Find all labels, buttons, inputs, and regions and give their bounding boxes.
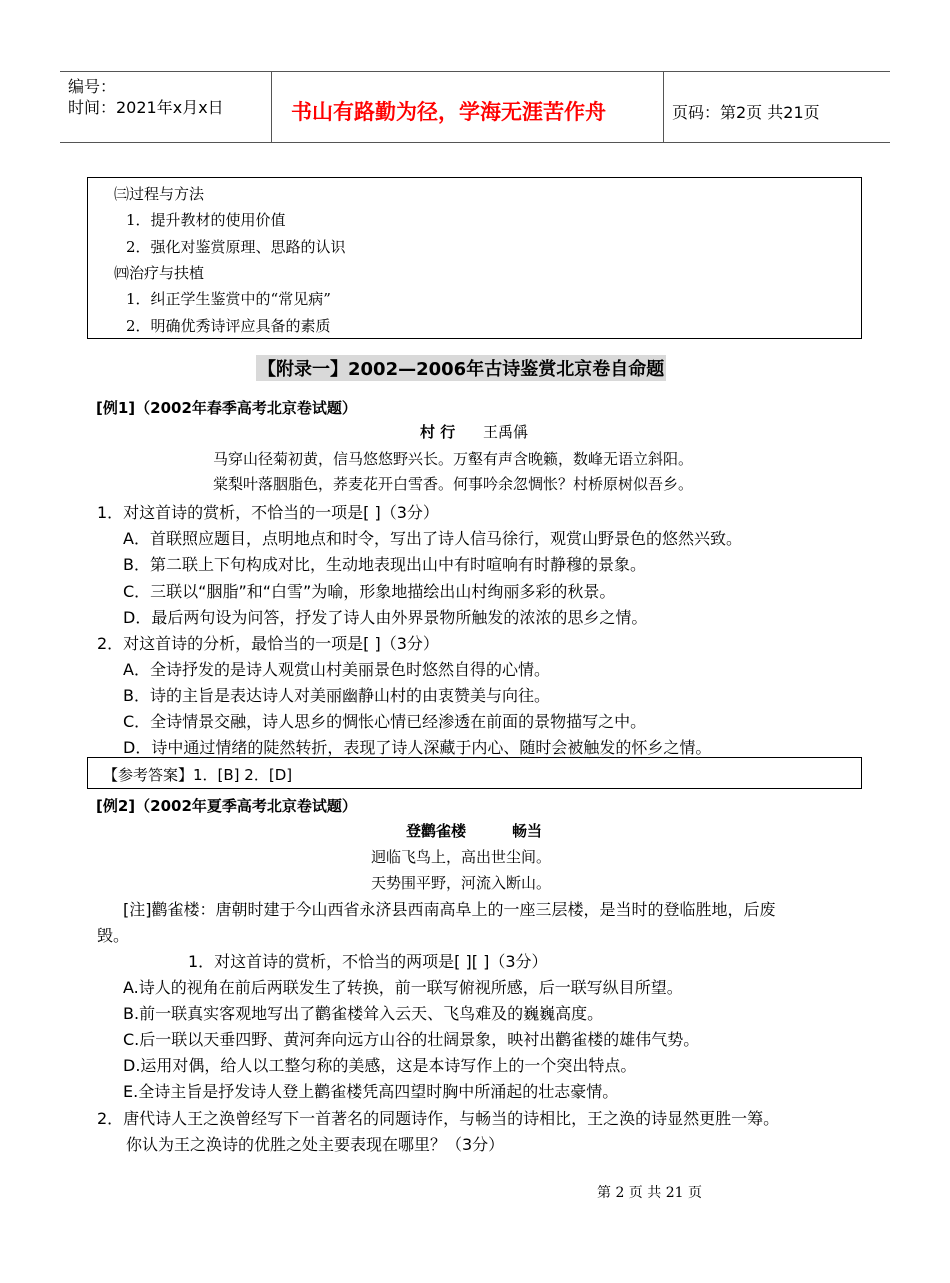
example2-q2-line: 2．唐代诗人王之涣曾经写下一首著名的同题诗作，与畅当的诗相比，王之涣的诗显然更胜一筹。 (97, 1109, 780, 1128)
outline-item: 2．明确优秀诗评应具备的素质 (126, 317, 331, 335)
outline-item: ㈣治疗与扶植 (114, 264, 205, 282)
example2-q1-option: E.全诗主旨是抒发诗人登上鹳雀楼凭高四望时胸中所涌起的壮志豪情。 (123, 1082, 619, 1101)
header-top-rule (60, 71, 890, 72)
example1-answer: 【参考答案】1．[B] 2．[D] (103, 766, 293, 784)
outline-item: ㈢过程与方法 (114, 185, 205, 203)
example2-q2-line: 你认为王之涣诗的优胜之处主要表现在哪里？（3分） (126, 1135, 505, 1154)
outline-item: 1．提升教材的使用价值 (126, 211, 286, 229)
example2-poem-author: 畅当 (512, 822, 543, 840)
example1-q1-option: D．最后两句设为问答，抒发了诗人由外界景物所触发的浓浓的思乡之情。 (123, 608, 648, 627)
example1-poem-title: 村 行 (420, 423, 456, 441)
example1-q1-stem: 1．对这首诗的赏析，不恰当的一项是[ ]（3分） (97, 503, 439, 522)
example2-poem-title: 登鹳雀楼 (406, 822, 467, 840)
example1-q2-option: B．诗的主旨是表达诗人对美丽幽静山村的由衷赞美与向往。 (123, 686, 550, 705)
header-page-label: 页码：第2页 共21页 (672, 103, 820, 122)
example1-q1-option: A．首联照应题目，点明地点和时令，写出了诗人信马徐行，观赏山野景色的悠然兴致。 (123, 529, 742, 548)
header-divider-left (271, 71, 272, 142)
header-bottom-rule (60, 142, 890, 143)
appendix-title: 【附录一】2002—2006年古诗鉴赏北京卷自命题 (256, 355, 666, 381)
example1-poem-line: 棠梨叶落胭脂色，荞麦花开白雪香。何事吟余忽惆怅？村桥原树似吾乡。 (213, 475, 694, 493)
example2-note-cont: 毁。 (97, 926, 130, 945)
header-motto: 书山有路勤为径，学海无涯苦作舟 (291, 100, 606, 124)
example2-q1-option: A.诗人的视角在前后两联发生了转换，前一联写俯视所感，后一联写纵目所望。 (123, 978, 683, 997)
example2-q1-stem: 1．对这首诗的赏析，不恰当的两项是[ ][ ]（3分） (188, 952, 548, 971)
example2-q1-option: C.后一联以天垂四野、黄河奔向远方山谷的壮阔景象，映衬出鹳雀楼的雄伟气势。 (123, 1030, 700, 1049)
example2-poem-line: 迥临飞鸟上，高出世尘间。 (371, 848, 552, 866)
example1-q2-stem: 2．对这首诗的分析，最恰当的一项是[ ]（3分） (97, 634, 439, 653)
example2-q1-option: D.运用对偶，给人以工整匀称的美感，这是本诗写作上的一个突出特点。 (123, 1056, 637, 1075)
page-footer: 第 2 页 共 21 页 (597, 1185, 702, 1201)
example2-heading: [例2]（2002年夏季高考北京卷试题） (96, 797, 357, 815)
example2-poem-line: 天势围平野，河流入断山。 (371, 874, 552, 892)
example2-note: [注]鹳雀楼：唐朝时建于今山西省永济县西南高阜上的一座三层楼，是当时的登临胜地，后废 (123, 900, 776, 919)
example2-q1-option: B.前一联真实客观地写出了鹳雀楼耸入云天、飞鸟难及的巍巍高度。 (123, 1004, 604, 1023)
example1-q2-option: A．全诗抒发的是诗人观赏山村美丽景色时悠然自得的心情。 (123, 660, 550, 679)
example1-poem-line: 马穿山径菊初黄，信马悠悠野兴长。万壑有声含晚籁，数峰无语立斜阳。 (213, 450, 694, 468)
example1-q2-option: D．诗中通过情绪的陡然转折，表现了诗人深藏于内心、随时会被触发的怀乡之情。 (123, 738, 712, 757)
header-divider-right (663, 71, 664, 142)
example1-q2-option: C．全诗情景交融，诗人思乡的惆怅心情已经渗透在前面的景物描写之中。 (123, 712, 647, 731)
example1-heading: [例1]（2002年春季高考北京卷试题） (96, 399, 357, 417)
example1-poem-author: 王禹偁 (483, 423, 529, 441)
header-number-label: 编号： (68, 77, 117, 96)
outline-item: 2．强化对鉴赏原理、思路的认识 (126, 238, 346, 256)
outline-item: 1．纠正学生鉴赏中的“常见病” (126, 290, 331, 308)
header-time-label: 时间：2021年x月x日 (68, 98, 224, 117)
example1-q1-option: C．三联以“胭脂”和“白雪”为喻，形象地描绘出山村绚丽多彩的秋景。 (123, 582, 616, 601)
example1-q1-option: B．第二联上下句构成对比，生动地表现出山中有时喧响有时静穆的景象。 (123, 555, 646, 574)
